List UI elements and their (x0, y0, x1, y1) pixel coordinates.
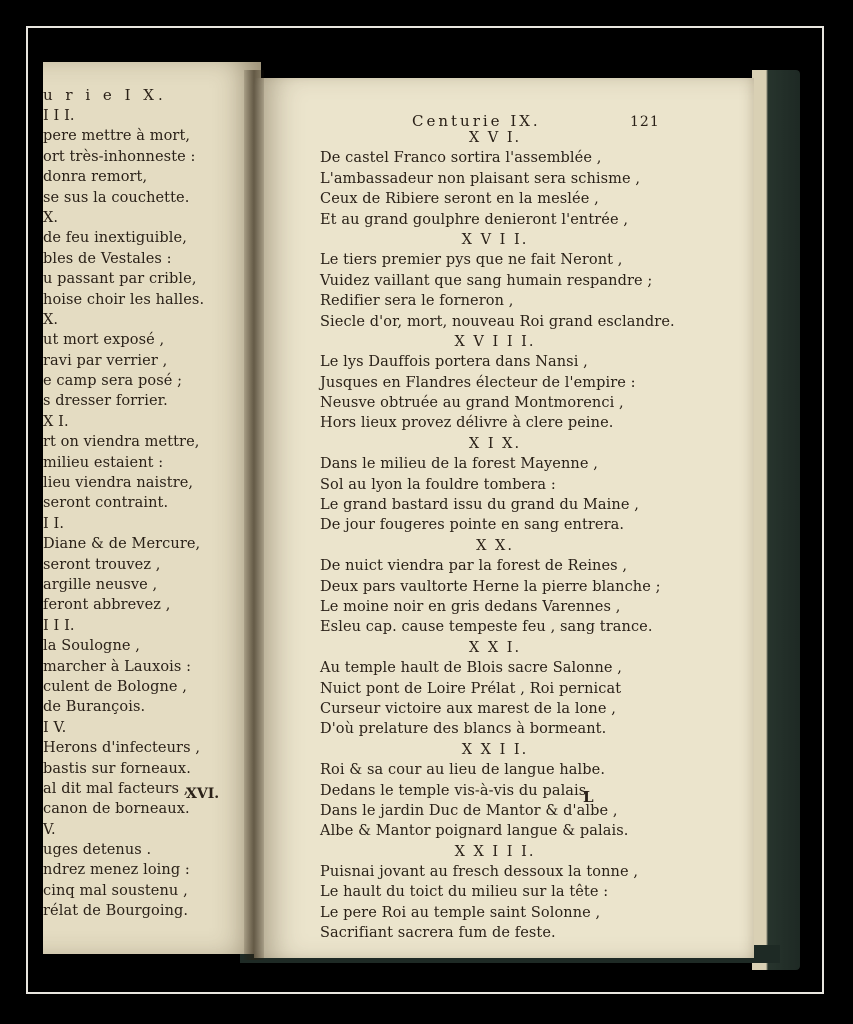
left-page-text-line: marcher à Lauxois : (43, 658, 192, 675)
right-page-text-line: Siecle d'or, mort, nouveau Roi grand esclandre. (320, 313, 675, 330)
left-page-text-line: seront trouvez , (43, 556, 161, 573)
signature-mark: L (583, 788, 594, 806)
left-page-text-line: bles de Vestales : (43, 250, 172, 267)
right-page-quatrain-number: X V I I I. (454, 333, 536, 350)
right-page-text-line: Le hault du toict du milieu sur la tête : (320, 884, 609, 901)
right-page-text-line: Dans le jardin Duc de Mantor & d'albe , (320, 802, 618, 819)
right-page-text-line: Le grand bastard issu du grand du Maine , (320, 497, 639, 514)
right-page-text-line: Le tiers premier pys que ne fait Neront , (320, 252, 623, 269)
right-page-text-line: Dans le milieu de la forest Mayenne , (320, 456, 598, 473)
right-page-text-line: De jour fougeres pointe en sang entrera. (320, 517, 625, 534)
right-text-column (320, 128, 675, 944)
right-page-text-line: Le pere Roi au temple saint Solonne , (320, 904, 601, 921)
left-page-text-line: I I I. (43, 108, 75, 124)
right-page-text-line: Redifier sera le forneron , (320, 293, 514, 310)
book-cover-edge (752, 70, 800, 970)
left-page-text-line: lieu viendra naistre, (43, 475, 194, 492)
right-page-text-line: Albe & Mantor poignard langue & palais. (320, 823, 629, 840)
left-page-text-line: I I I. (43, 617, 75, 634)
left-page-text-line: Diane & de Mercure, (43, 536, 201, 553)
right-page-text-line: Et au grand goulphre denieront l'entrée , (320, 211, 629, 228)
left-page-text-line: X. (43, 311, 59, 328)
left-page-text-line: X. (43, 209, 59, 226)
left-page-text-line: de Burançois. (43, 699, 146, 716)
right-page-text-line: Deux pars vaultorte Herne la pierre blanche ; (320, 578, 661, 595)
right-running-head: Centurie IX. (412, 112, 541, 130)
right-page-text-line: Sol au lyon la fouldre tombera : (320, 476, 556, 493)
left-page-text-line: I V. (43, 719, 67, 736)
right-page-text-line: Hors lieux provez délivre à clere peine. (320, 415, 614, 432)
right-page-text-line: Puisnai jovant au fresch dessoux la tonne , (320, 864, 639, 881)
left-page-text-line: rt on viendra mettre, (43, 434, 200, 451)
right-page-text-line: Jusques en Flandres électeur de l'empire : (320, 374, 636, 391)
left-page-text-line: milieu estaient : (43, 454, 164, 471)
right-page-text-line: Roi & sa cour au lieu de langue halbe. (320, 762, 606, 779)
right-page-quatrain-number: X X I I I. (454, 843, 536, 860)
left-page-text-line: rélat de Bourgoing. (43, 903, 189, 920)
right-page-text-line: Vuidez vaillant que sang humain respandre ; (320, 272, 653, 289)
left-page-text-line: u passant par crible, (43, 271, 197, 288)
left-text-column (43, 106, 263, 922)
page-number: 121 (630, 114, 660, 130)
right-page-quatrain-number: X X. (476, 537, 514, 554)
right-page-text-line: Esleu cap. cause tempeste feu , sang trance. (320, 619, 653, 636)
left-page-text-line: bastis sur forneaux. (43, 760, 191, 777)
left-page-text-line: argille neusve , (43, 576, 158, 593)
left-page-text-line: donra remort, (43, 169, 148, 186)
left-page-text-line: ort très-inhonneste : (43, 148, 196, 165)
right-page-text-line: D'où prelature des blancs à bormeant. (320, 721, 607, 738)
right-page-quatrain-number: X I X. (468, 435, 522, 452)
catchword: XVI. (186, 786, 220, 802)
left-page-text-line: hoise choir les halles. (43, 291, 205, 308)
left-page-text-line: pere mettre à mort, (43, 128, 191, 145)
left-page-text-line: Herons d'infecteurs , (43, 740, 201, 757)
left-page-text-line: al dit mal facteurs , (43, 780, 189, 797)
right-page-text-line: Dedans le temple vis-à-vis du palais (320, 782, 587, 799)
left-page-text-line: ravi par verrier , (43, 352, 168, 369)
left-page-text-line: de feu inextiguible, (43, 230, 187, 247)
left-page-text-line: culent de Bologne , (43, 678, 187, 695)
left-page-text-line: ndrez menez loing : (43, 862, 190, 879)
right-page-text-line: Neusve obtruée au grand Montmorenci , (320, 395, 624, 412)
right-page-text-line: Nuict pont de Loire Prélat , Roi pernicat (320, 680, 622, 697)
left-page-text-line: la Soulogne , (43, 638, 140, 655)
right-page-text-line: Le lys Dauffois portera dans Nansi , (320, 354, 588, 371)
left-page-text-line: uges detenus . (43, 842, 152, 859)
right-page-quatrain-number: X X I I. (461, 741, 529, 758)
right-page-quatrain-number: X V I. (468, 130, 522, 146)
right-page-quatrain-number: X V I I. (461, 231, 529, 248)
left-page-text-line: V. (43, 821, 56, 838)
left-page-text-line: feront abbrevez , (43, 597, 171, 614)
right-page-text-line: Ceux de Ribiere seront en la meslée , (320, 191, 599, 208)
right-page-text-line: De nuict viendra par la forest de Reines , (320, 558, 628, 575)
left-page-text-line: X I. (43, 413, 69, 430)
left-running-head: u r i e I X. (43, 86, 167, 104)
left-page-text-line: ut mort exposé , (43, 332, 165, 349)
right-page-text-line: Au temple hault de Blois sacre Salonne , (320, 660, 623, 677)
right-page-text-line: De castel Franco sortira l'assemblée , (320, 150, 602, 167)
left-page-text-line: s dresser forrier. (43, 393, 168, 410)
left-page-text-line: canon de borneaux. (43, 801, 190, 818)
left-page-text-line: se sus la couchette. (43, 189, 190, 206)
right-page-text-line: Curseur victoire aux marest de la lone , (320, 700, 616, 717)
left-page-text-line: cinq mal soustenu , (43, 882, 188, 899)
left-page-text-line: e camp sera posé ; (43, 373, 183, 390)
right-page-quatrain-number: X X I. (468, 639, 522, 656)
right-page-text-line: Sacrifiant sacrera fum de feste. (320, 925, 556, 942)
left-page-text-line: seront contraint. (43, 495, 169, 512)
left-page-text-line: I I. (43, 515, 65, 532)
right-page-text-line: Le moine noir en gris dedans Varennes , (320, 598, 621, 615)
right-page-text-line: L'ambassadeur non plaisant sera schisme , (320, 170, 641, 187)
